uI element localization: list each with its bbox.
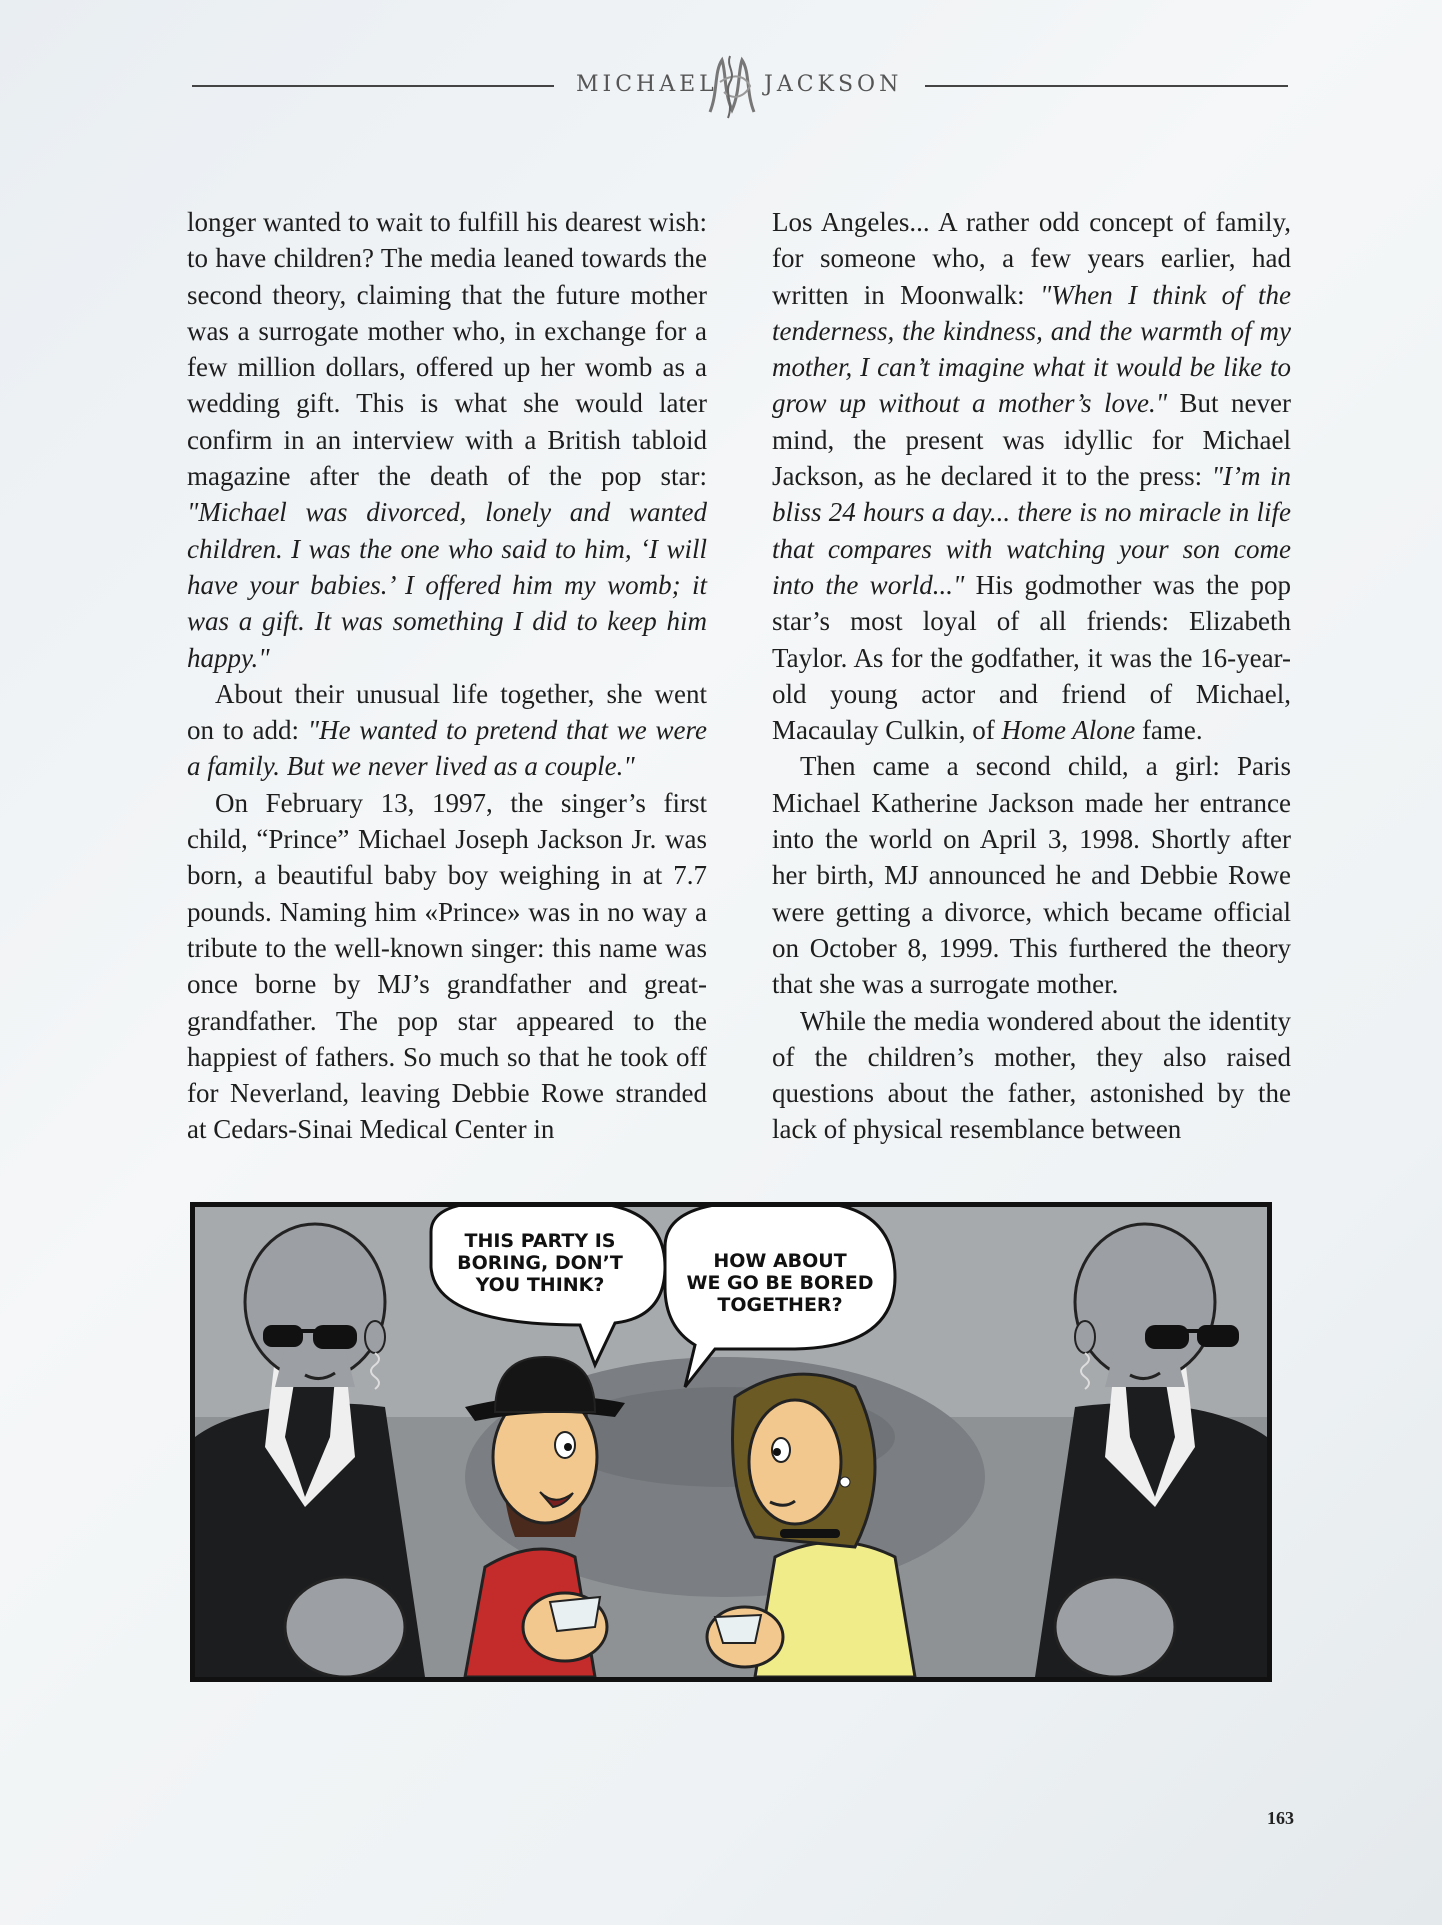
paragraph-text: About their unusual life together, she went on to add:	[187, 678, 707, 746]
paragraph	[772, 1003, 1291, 1148]
page-number: 163	[1267, 1808, 1294, 1828]
header-last-name: JACKSON	[764, 72, 903, 97]
paragraph	[772, 748, 1291, 1002]
quote: "When I think of the tenderness, the kindness, and the warmth of my mother, I can’t imagine what it would be like to grow up without a mother’s love."	[772, 279, 1291, 419]
film-title: Home Alone	[1001, 715, 1136, 746]
bubble-right-line: TOGETHER?	[717, 1294, 843, 1316]
bubble-right-line: HOW ABOUT	[713, 1250, 847, 1272]
paragraph-text: But never mind, the present was idyllic for Michael Jackson, as he declared it to the press:	[772, 388, 1291, 492]
bubble-left-line: BORING, DON’T	[457, 1252, 623, 1274]
comic-illustration	[195, 1207, 1267, 1677]
paragraph	[187, 676, 707, 785]
header-first-name: MICHAEL	[576, 72, 718, 97]
paragraph-text: On February 13, 1997, the singer’s first child, “Prince” Michael Joseph Jackson Jr. was born, a beautiful baby boy weighing in at 7.7 pounds. Naming him «Prince» was in no way a tribute to the well-known singer: this name was once borne by MJ’s grandfather and great-grandfather. The pop star appeared to the happiest of fathers. So much so that he took off for Neverland, leaving Debbie Rowe stranded at Cedars-Sinai Medical Center in	[187, 787, 707, 1145]
quote: "I’m in bliss 24 hours a day... there is no miracle in life that compares with watching your son come into the world..."	[772, 461, 1291, 600]
monogram-icon	[700, 52, 764, 122]
comic-panel	[190, 1202, 1272, 1682]
quote: "He wanted to pretend that we were a family. But we never lived as a couple."	[187, 715, 707, 782]
paragraph-text: While the media wondered about the identity of the children’s mother, they also raised questions about the father, astonished by the lack of physical resemblance between	[772, 1005, 1291, 1145]
paragraph	[187, 204, 707, 676]
paragraph-text: fame.	[1135, 715, 1203, 746]
header-rule-left	[192, 85, 554, 87]
text-column-right	[772, 204, 1291, 1148]
paragraph-text: Then came a second child, a girl: Paris Michael Katherine Jackson made her entrance into the world on April 3, 1998. Shortly after her birth, MJ announced he and Debbie Rowe were getting a divorce, which became official on October 8, 1999. This furthered the theory that she was a surrogate mother.	[772, 751, 1291, 1000]
bubble-right-line: WE GO BE BORED	[686, 1272, 874, 1294]
bubble-left-line: YOU THINK?	[475, 1274, 605, 1296]
paragraph	[187, 785, 707, 1148]
paragraph	[772, 204, 1291, 748]
quote: "Michael was divorced, lonely and wanted children. I was the one who said to him, ‘I will have your babies.’ I offered him my womb; it was a gift. It was something I did to keep him happy."	[187, 497, 707, 673]
header-rule-right	[925, 85, 1288, 87]
bubble-left-line: THIS PARTY IS	[464, 1230, 616, 1252]
running-header	[192, 52, 1288, 122]
paragraph-text: His godmother was the pop star’s most loyal of all friends: Elizabeth Taylor. As for the godfather, it was the 16-year-old young actor and friend of Michael, Macaulay Culkin, of	[772, 569, 1291, 746]
paragraph-text: Los Angeles... A rather odd concept of family, for someone who, a few years earlier, had written in Moonwalk:	[772, 207, 1291, 310]
paragraph-text: longer wanted to wait to fulfill his dearest wish: to have children? The media leaned towards the second theory, claiming that the future mother was a surrogate mother who, in exchange for a few million dollars, offered up her womb as a wedding gift. This is what she would later confirm in an interview with a British tabloid magazine after the death of the pop star:	[187, 207, 707, 492]
text-column-left	[187, 204, 707, 1148]
